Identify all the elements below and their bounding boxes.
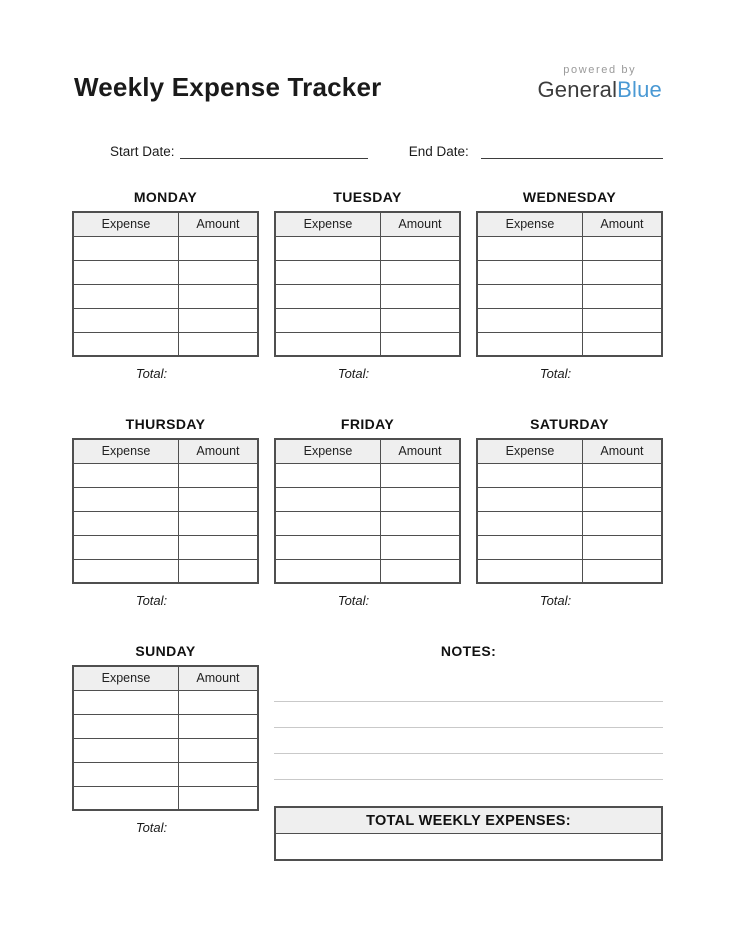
amount-cell[interactable] [178,284,258,308]
table-row [73,463,258,487]
notes-label: NOTES: [440,643,497,659]
amount-cell[interactable] [380,308,460,332]
expense-column-header: Expense [477,439,582,463]
table-row [477,487,662,511]
end-date-label: End Date: [408,144,469,159]
table-row [73,559,258,583]
day-total [274,593,461,608]
expense-table [274,211,461,357]
generalblue-logo [537,64,663,103]
amount-cell[interactable] [582,260,662,284]
day-section-wednesday [476,190,663,381]
expense-cell[interactable] [73,511,178,535]
day-title: TUESDAY [333,189,402,205]
expense-cell[interactable] [275,559,380,583]
day-total [72,593,259,608]
expense-cell[interactable] [73,308,178,332]
table-header-row [275,212,460,236]
day-total [274,366,461,381]
amount-cell[interactable] [178,511,258,535]
start-date-field[interactable] [180,144,368,159]
amount-cell[interactable] [582,487,662,511]
total-weekly-expenses-label: TOTAL WEEKLY EXPENSES: [276,808,661,834]
expense-cell[interactable] [477,511,582,535]
table-row [275,487,460,511]
amount-cell[interactable] [178,762,258,786]
day-title: SATURDAY [530,416,609,432]
table-row [73,284,258,308]
day-total [476,593,663,608]
table-row [73,332,258,356]
table-row [73,236,258,260]
amount-cell[interactable] [380,236,460,260]
table-row [73,260,258,284]
expense-cell[interactable] [477,236,582,260]
expense-cell[interactable] [477,284,582,308]
table-row [73,738,258,762]
amount-cell[interactable] [178,690,258,714]
expense-column-header: Expense [477,212,582,236]
amount-column-header: Amount [582,212,662,236]
expense-cell[interactable] [73,762,178,786]
table-row [275,535,460,559]
total-label: Total: [539,366,572,381]
amount-cell[interactable] [380,284,460,308]
total-weekly-expenses-box [274,806,663,861]
expense-cell[interactable] [477,260,582,284]
table-row [275,236,460,260]
expense-cell[interactable] [477,487,582,511]
notes-ruled-area [274,674,663,780]
table-header-row [275,439,460,463]
amount-cell[interactable] [178,714,258,738]
table-row [477,236,662,260]
day-section-tuesday [274,190,461,381]
table-row [477,308,662,332]
expense-cell[interactable] [73,463,178,487]
day-title: THURSDAY [125,416,206,432]
powered-by-text: powered by [563,64,637,76]
expense-cell[interactable] [275,332,380,356]
total-label: Total: [337,366,370,381]
amount-column-header: Amount [178,212,258,236]
amount-cell[interactable] [178,559,258,583]
table-row [73,535,258,559]
amount-cell[interactable] [178,308,258,332]
table-row [275,260,460,284]
expense-column-header: Expense [73,212,178,236]
day-section-monday [72,190,259,381]
day-title: MONDAY [133,189,198,205]
table-row [275,559,460,583]
amount-cell[interactable] [178,260,258,284]
table-row [477,511,662,535]
amount-cell[interactable] [178,236,258,260]
expense-cell[interactable] [73,284,178,308]
expense-column-header: Expense [275,439,380,463]
table-header-row [477,212,662,236]
expense-column-header: Expense [73,439,178,463]
amount-cell[interactable] [380,535,460,559]
amount-cell[interactable] [178,463,258,487]
expense-cell[interactable] [73,786,178,810]
total-label: Total: [337,593,370,608]
expense-cell[interactable] [477,332,582,356]
table-row [73,308,258,332]
day-section-sunday [72,644,259,835]
table-row [73,762,258,786]
table-header-row [477,439,662,463]
expense-cell[interactable] [477,559,582,583]
table-header-row [73,212,258,236]
table-row [477,332,662,356]
notes-line[interactable] [274,754,663,780]
start-date-label: Start Date: [110,144,175,159]
expense-column-header: Expense [275,212,380,236]
day-title: FRIDAY [340,416,395,432]
amount-cell[interactable] [178,738,258,762]
amount-cell[interactable] [380,463,460,487]
amount-cell[interactable] [582,559,662,583]
table-row [477,260,662,284]
total-label: Total: [539,593,572,608]
notes-line[interactable] [274,674,663,702]
total-weekly-expenses-value-field[interactable] [276,834,661,859]
expense-cell[interactable] [73,690,178,714]
table-row [275,463,460,487]
date-range-row [72,144,663,159]
expense-cell[interactable] [477,308,582,332]
expense-cell[interactable] [275,236,380,260]
expense-column-header: Expense [73,666,178,690]
total-label: Total: [135,366,168,381]
day-total [72,366,259,381]
notes-section [274,644,663,871]
page-title: Weekly Expense Tracker [74,72,382,102]
table-row [477,284,662,308]
expense-cell[interactable] [73,738,178,762]
amount-column-header: Amount [582,439,662,463]
expense-cell[interactable] [275,284,380,308]
amount-cell[interactable] [582,284,662,308]
expense-cell[interactable] [73,714,178,738]
expense-table [274,438,461,584]
amount-cell[interactable] [582,535,662,559]
table-row [275,308,460,332]
day-total [476,366,663,381]
day-total [72,820,259,835]
amount-cell[interactable] [178,487,258,511]
amount-column-header: Amount [178,666,258,690]
table-row [275,511,460,535]
amount-column-header: Amount [380,212,460,236]
table-row [275,332,460,356]
day-title: SUNDAY [135,643,196,659]
expense-table [476,438,663,584]
brand-blue-text: Blue [617,77,662,102]
table-header-row [73,666,258,690]
amount-column-header: Amount [178,439,258,463]
document-header [72,58,663,103]
brand-name [537,77,662,103]
amount-cell[interactable] [178,332,258,356]
table-row [73,511,258,535]
expense-cell[interactable] [73,535,178,559]
expense-table [72,438,259,584]
table-row [73,487,258,511]
day-title: WEDNESDAY [522,189,617,205]
day-section-saturday [476,417,663,608]
amount-cell[interactable] [178,786,258,810]
expense-cell[interactable] [275,260,380,284]
day-section-thursday [72,417,259,608]
amount-cell[interactable] [582,332,662,356]
expense-cell[interactable] [275,487,380,511]
table-row [275,284,460,308]
notes-line[interactable] [274,702,663,728]
expense-cell[interactable] [477,535,582,559]
expense-cell[interactable] [477,463,582,487]
table-row [73,690,258,714]
amount-cell[interactable] [582,511,662,535]
expense-cell[interactable] [275,535,380,559]
expense-table [476,211,663,357]
expense-cell[interactable] [73,559,178,583]
expense-cell[interactable] [275,511,380,535]
notes-line[interactable] [274,728,663,754]
table-header-row [73,439,258,463]
table-row [73,786,258,810]
amount-cell[interactable] [582,463,662,487]
expense-cell[interactable] [73,332,178,356]
amount-cell[interactable] [380,511,460,535]
expense-cell[interactable] [73,487,178,511]
end-date-field[interactable] [481,144,663,159]
table-row [477,535,662,559]
table-row [477,559,662,583]
amount-cell[interactable] [178,535,258,559]
amount-column-header: Amount [380,439,460,463]
expense-cell[interactable] [275,463,380,487]
total-label: Total: [135,820,168,835]
day-tables-grid [72,190,663,871]
brand-general-text: General [537,77,618,102]
total-label: Total: [135,593,168,608]
amount-cell[interactable] [380,487,460,511]
expense-cell[interactable] [73,260,178,284]
amount-cell[interactable] [380,332,460,356]
day-section-friday [274,417,461,608]
table-row [73,714,258,738]
expense-table [72,665,259,811]
amount-cell[interactable] [582,308,662,332]
expense-table [72,211,259,357]
amount-cell[interactable] [380,559,460,583]
expense-cell[interactable] [275,308,380,332]
table-row [477,463,662,487]
amount-cell[interactable] [582,236,662,260]
amount-cell[interactable] [380,260,460,284]
expense-cell[interactable] [73,236,178,260]
